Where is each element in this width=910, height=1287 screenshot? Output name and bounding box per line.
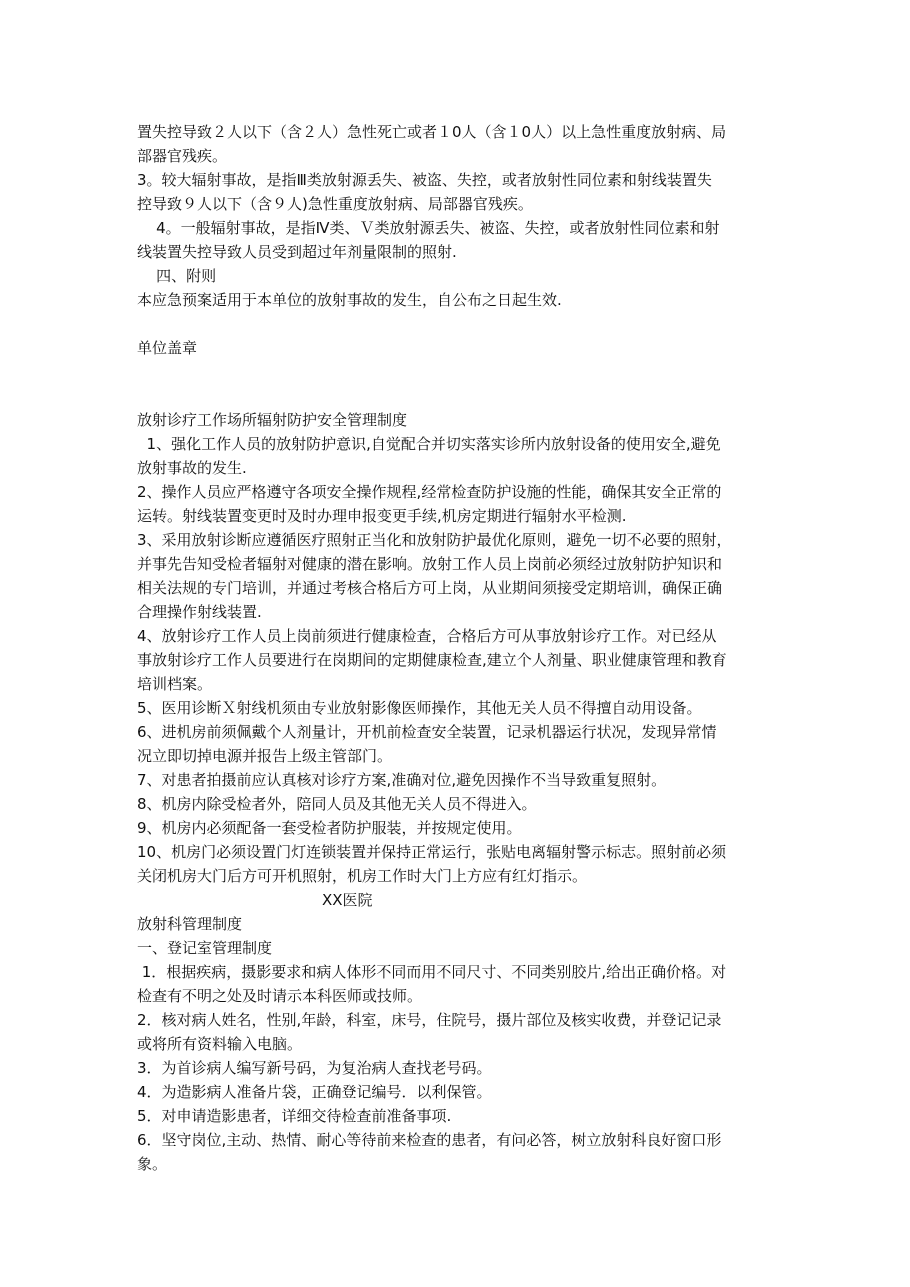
text-line: 10、机房门必须设置门灯连锁装置并保持正常运行，张贴电离辐射警示标志。照射前必须 <box>137 843 727 861</box>
text-line: 相关法规的专门培训，并通过考核合格后方可上岗，从业期间须接受定期培训，确保正确 <box>137 579 723 597</box>
text-line: 1、强化工作人员的放射防护意识,自觉配合并切实落实诊所内放射设备的使用安全,避免 <box>137 435 721 453</box>
text-line: 4．为造影病人准备片袋，正确登记编号．以利保管。 <box>137 1083 492 1101</box>
text-line: 本应急预案适用于本单位的放射事故的发生，自公布之日起生效. <box>137 291 562 309</box>
text-line: 检查有不明之处及时请示本科医师或技师。 <box>137 987 423 1005</box>
text-line: 2、操作人员应严格遵守各项安全操作规程,经常检查防护设施的性能，确保其安全正常的 <box>137 483 722 501</box>
section-heading: 四、附则 <box>137 267 217 285</box>
text-line: 2．核对病人姓名，性别,年龄，科室，床号，住院号，摄片部位及核实收费，并登记记录 <box>137 1011 722 1029</box>
text-line: 合理操作射线装置. <box>137 603 262 621</box>
text-line: 并事先告知受检者辐射对健康的潜在影响。放射工作人员上岗前必须经过放射防护知识和 <box>137 555 723 573</box>
text-line: 5．对申请造影患者，详细交待检查前准备事项. <box>137 1107 452 1125</box>
text-line: 置失控导致２人以下（含２人）急性死亡或者１0人（含１0人）以上急性重度放射病、局 <box>137 123 727 141</box>
text-line: 5、医用诊断Ｘ射线机须由专业放射影像医师操作，其他无关人员不得擅自动用设备。 <box>137 699 702 717</box>
text-line: 3、采用放射诊断应遵循医疗照射正当化和放射防护最优化原则，避免一切不必要的照射， <box>137 531 732 549</box>
text-line: 3。较大辐射事故，是指Ⅲ类放射源丢失、被盗、失控，或者放射性同位素和射线装置失 <box>137 171 712 189</box>
text-line: 9、机房内必须配备一套受检者防护服装，并按规定使用。 <box>137 819 522 837</box>
text-line: 象。 <box>137 1155 168 1173</box>
text-line: 6、进机房前须佩戴个人剂量计，开机前检查安全装置，记录机器运行状况，发现异常情 <box>137 723 717 741</box>
document-title: 放射诊疗工作场所辐射防护安全管理制度 <box>137 411 408 429</box>
hospital-name: XX医院 <box>322 891 373 909</box>
text-line: 7、对患者拍摄前应认真核对诊疗方案,准确对位,避免因操作不当导致重复照射。 <box>137 771 667 789</box>
text-line: 控导致９人以下（含９人)急性重度放射病、局部器官残疾。 <box>137 195 533 213</box>
seal-label: 单位盖章 <box>137 339 198 357</box>
text-line: 培训档案。 <box>137 675 213 693</box>
text-line: 况立即切掉电源并报告上级主管部门。 <box>137 747 393 765</box>
document-title: 放射科管理制度 <box>137 915 243 933</box>
text-line: 3．为首诊病人编写新号码，为复治病人查找老号码。 <box>137 1059 492 1077</box>
text-line: 运转。射线装置变更时及时办理申报变更手续,机房定期进行辐射水平检测. <box>137 507 627 525</box>
text-line: 6．坚守岗位,主动、热情、耐心等待前来检查的患者，有问必答，树立放射科良好窗口形 <box>137 1131 722 1149</box>
text-line: 放射事故的发生. <box>137 459 247 477</box>
text-line: 部器官残疾。 <box>137 147 228 165</box>
text-line: 8、机房内除受检者外，陪同人员及其他无关人员不得进入。 <box>137 795 537 813</box>
text-line: 1．根据疾病，摄影要求和病人体形不同而用不同尺寸、不同类别胶片,给出正确价格。对 <box>137 963 727 981</box>
text-line: 关闭机房大门后方可开机照射，机房工作时大门上方应有红灯指示。 <box>137 867 588 885</box>
section-heading: 一、登记室管理制度 <box>137 939 273 957</box>
text-line: 或将所有资料输入电脑。 <box>137 1035 303 1053</box>
text-line: 4。一般辐射事故，是指Ⅳ类、Ｖ类放射源丢失、被盗、失控，或者放射性同位素和射 <box>137 219 720 237</box>
text-line: 事放射诊疗工作人员要进行在岗期间的定期健康检查,建立个人剂量、职业健康管理和教育 <box>137 651 727 669</box>
text-line: 4、放射诊疗工作人员上岗前须进行健康检查，合格后方可从事放射诊疗工作。对已经从 <box>137 627 717 645</box>
text-line: 线装置失控导致人员受到超过年剂量限制的照射. <box>137 243 457 261</box>
